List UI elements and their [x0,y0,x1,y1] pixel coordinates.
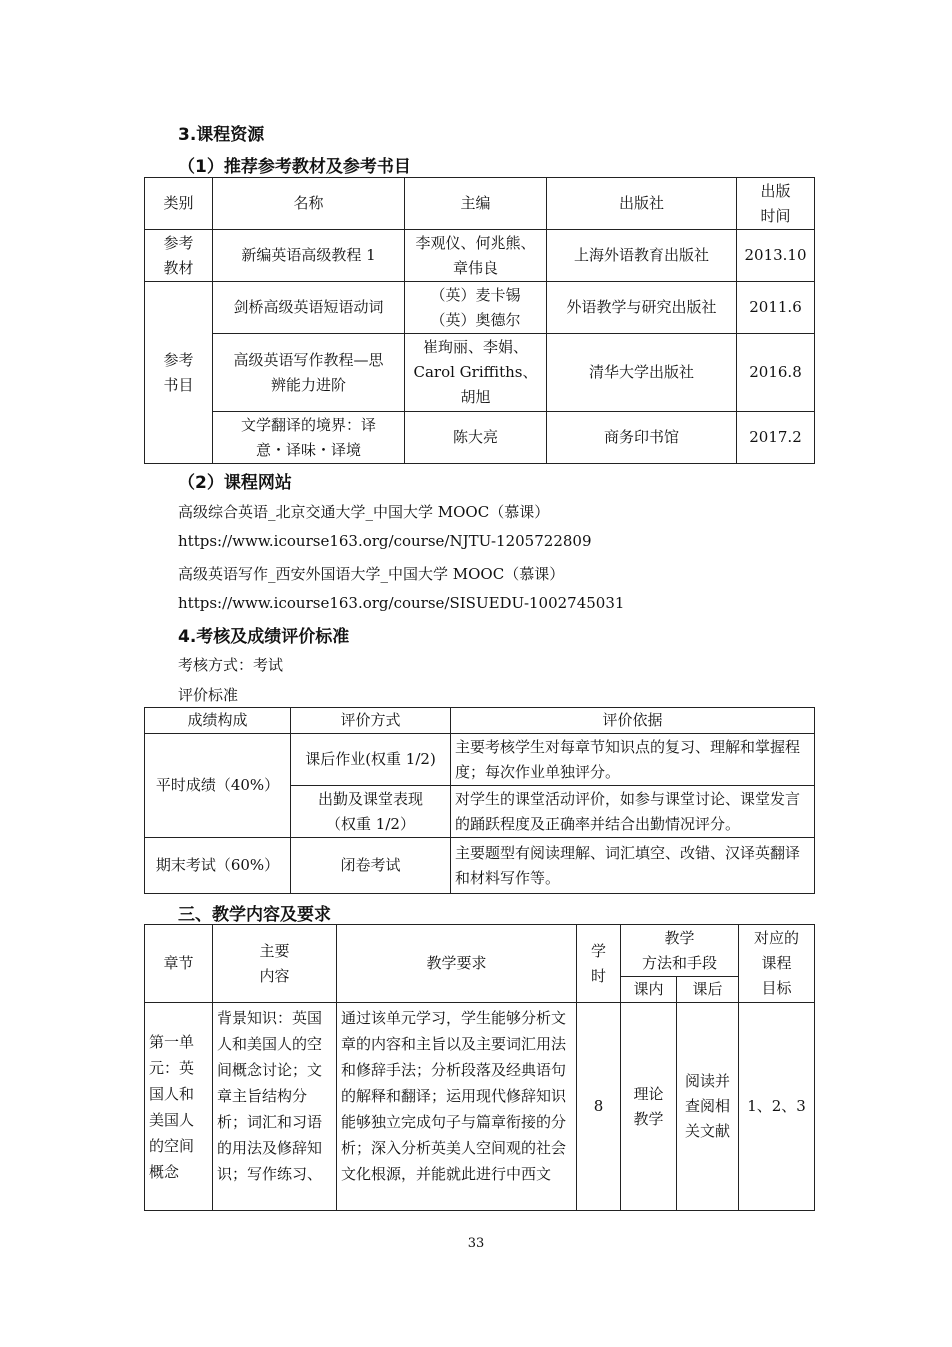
teaching-content-table [144,924,815,1211]
requirement-cell: 通过该单元学习，学生能够分析文章的内容和主旨以及主要词汇用法和修辞手法；分析段落及经典语句的解释和翻译；运用现代修辞知识能够独立完成句子与篇章衔接的分析；深入分析英美人空间观的社会文化根源，并能就此进行中西文 [337,1003,577,1211]
after-class-method: 阅读并 查阅相 关文献 [677,1003,739,1211]
book-publisher: 上海外语教育出版社 [547,230,737,282]
book-editor: 李观仪、何兆熊、 章伟良 [405,230,547,282]
table-header: 章节 [145,925,213,1003]
book-name: 剑桥高级英语短语动词 [213,282,405,334]
course-link-text: 高级综合英语_北京交通大学_中国大学 MOOC（慕课） [178,503,550,521]
table-header: 课内 [621,977,677,1003]
section-title: 3.课程资源 [178,125,265,145]
goal-cell: 1、2、3 [739,1003,815,1211]
grade-component: 平时成绩（40%） [145,734,291,838]
in-class-method: 理论 教学 [621,1003,677,1211]
book-editor: 陈大亮 [405,412,547,464]
table-header: 出版 时间 [737,178,815,230]
table-header: 评价方式 [291,708,451,734]
section-title: 4.考核及成绩评价标准 [178,627,350,647]
book-editor: 崔珣丽、李娟、 Carol Griffiths、 胡旭 [405,334,547,412]
table-header: 学 时 [577,925,621,1003]
subsection-title: （1）推荐参考教材及参考书目 [178,157,411,177]
book-name: 高级英语写作教程—思 辨能力进阶 [213,334,405,412]
book-year: 2013.10 [737,230,815,282]
eval-basis: 主要考核学生对每章节知识点的复习、理解和掌握程度；每次作业单独评分。 [451,734,815,786]
criteria-label: 评价标准 [178,686,239,704]
page-number: 33 [467,1236,485,1251]
eval-method: 出勤及课堂表现 （权重 1/2） [291,786,451,838]
category-cell: 参考 教材 [145,230,213,282]
course-url[interactable]: https://www.icourse163.org/course/NJTU-1205722809 [178,532,592,550]
table-header: 成绩构成 [145,708,291,734]
table-header: 出版社 [547,178,737,230]
eval-basis: 主要题型有阅读理解、词汇填空、改错、汉译英翻译和材料写作等。 [451,838,815,894]
table-header: 主要 内容 [213,925,337,1003]
eval-method: 课后作业(权重 1/2) [291,734,451,786]
table-header: 教学 方法和手段 [621,925,739,977]
eval-method: 闭卷考试 [291,838,451,894]
subsection-title: （2）课程网站 [178,473,292,493]
table-header: 名称 [213,178,405,230]
course-url[interactable]: https://www.icourse163.org/course/SISUEDU-1002745031 [178,594,625,612]
table-header: 课后 [677,977,739,1003]
table-header: 评价依据 [451,708,815,734]
book-publisher: 清华大学出版社 [547,334,737,412]
chapter-cell: 第一单元：英国人和美国人的空间概念 [145,1003,213,1211]
book-publisher: 商务印书馆 [547,412,737,464]
book-name: 新编英语高级教程 1 [213,230,405,282]
grading-table [144,707,815,894]
book-year: 2017.2 [737,412,815,464]
table-header: 教学要求 [337,925,577,1003]
reference-books-table [144,177,815,464]
table-header: 对应的 课程 目标 [739,925,815,1003]
book-year: 2011.6 [737,282,815,334]
section-title: 三、教学内容及要求 [178,905,331,925]
course-link-text: 高级英语写作_西安外国语大学_中国大学 MOOC（慕课） [178,565,565,583]
book-editor: （英）麦卡锡 （英）奥德尔 [405,282,547,334]
main-content-cell: 背景知识：英国人和美国人的空间概念讨论；文章主旨结构分析；词汇和习语的用法及修辞知识；写作练习、 [213,1003,337,1211]
book-publisher: 外语教学与研究出版社 [547,282,737,334]
category-cell: 参考 书目 [145,282,213,464]
grade-component: 期末考试（60%） [145,838,291,894]
table-header: 类别 [145,178,213,230]
assessment-method: 考核方式：考试 [178,656,284,674]
hours-cell: 8 [577,1003,621,1211]
table-header: 主编 [405,178,547,230]
eval-basis: 对学生的课堂活动评价，如参与课堂讨论、课堂发言的踊跃程度及正确率并结合出勤情况评分。 [451,786,815,838]
book-name: 文学翻译的境界：译 意・译味・译境 [213,412,405,464]
book-year: 2016.8 [737,334,815,412]
